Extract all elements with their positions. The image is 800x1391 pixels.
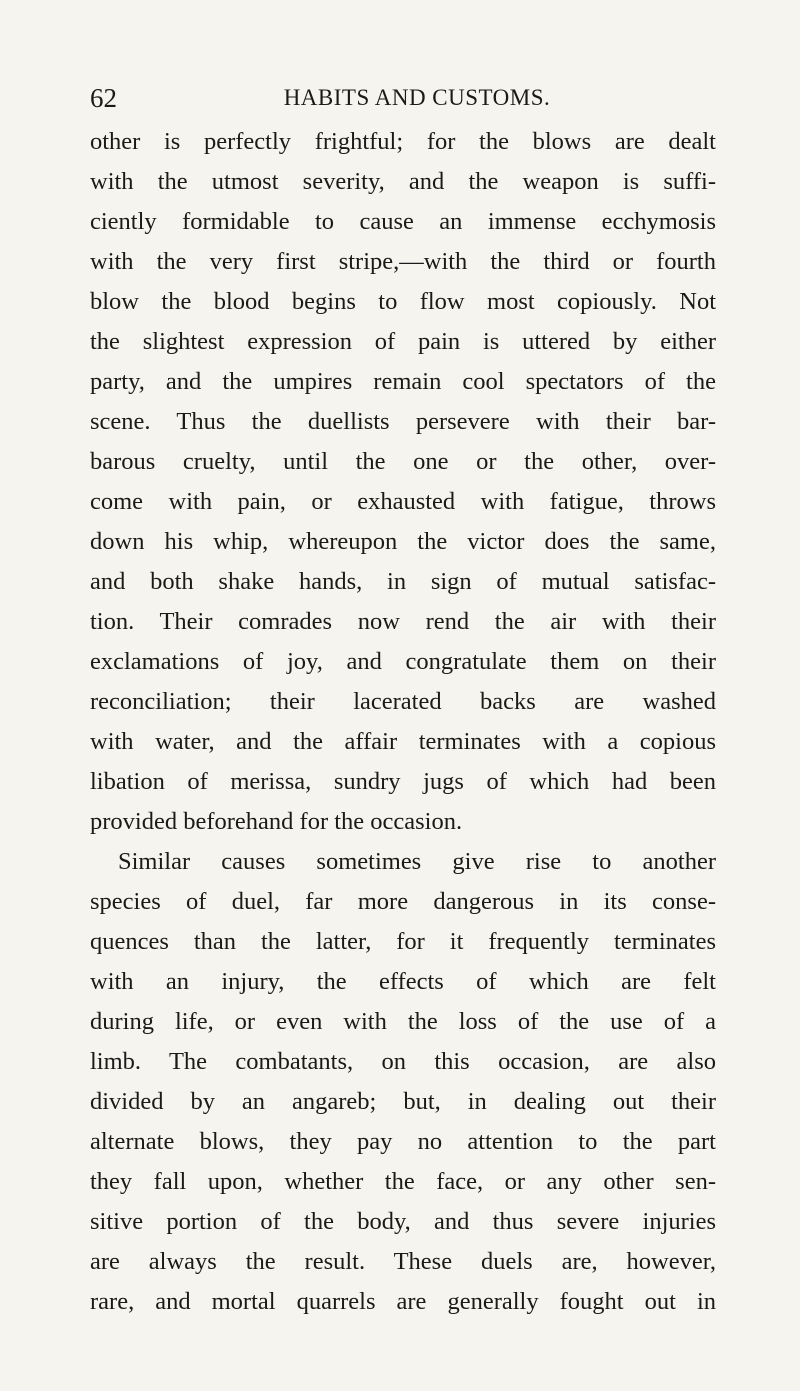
- paragraph-first-line: Similar causes sometimes give rise to another: [118, 848, 716, 875]
- text-line: ciently formidable to cause an immense ecchymosis: [90, 208, 716, 235]
- text-line: exclamations of joy, and congratulate them on their: [90, 648, 716, 675]
- text-line: during life, or even with the loss of the use of a: [90, 1008, 716, 1035]
- text-line: are always the result. These duels are, however,: [90, 1248, 716, 1275]
- text-line: libation of merissa, sundry jugs of which had been: [90, 768, 716, 795]
- text-line: divided by an angareb; but, in dealing out their: [90, 1088, 716, 1115]
- text-line: limb. The combatants, on this occasion, are also: [90, 1048, 716, 1075]
- text-line: rare, and mortal quarrels are generally fought out in: [90, 1288, 716, 1315]
- text-line: quences than the latter, for it frequently terminates: [90, 928, 716, 955]
- text-line: scene. Thus the duellists persevere with their bar-: [90, 408, 716, 435]
- text-line: species of duel, far more dangerous in its conse-: [90, 888, 716, 915]
- body-text: [90, 122, 716, 1322]
- text-line: come with pain, or exhausted with fatigue, throws: [90, 488, 716, 515]
- paragraph-end-line: provided beforehand for the occasion.: [90, 808, 463, 835]
- text-line: reconciliation; their lacerated backs are washed: [90, 688, 716, 715]
- running-head: [90, 78, 716, 118]
- text-line: and both shake hands, in sign of mutual satisfac-: [90, 568, 716, 595]
- text-line: party, and the umpires remain cool spectators of the: [90, 368, 716, 395]
- page-number: 62: [90, 83, 117, 113]
- text-line: with an injury, the effects of which are felt: [90, 968, 716, 995]
- text-line: alternate blows, they pay no attention to the part: [90, 1128, 716, 1155]
- text-line: other is perfectly frightful; for the blows are dealt: [90, 128, 716, 155]
- text-line: they fall upon, whether the face, or any other sen-: [90, 1168, 716, 1195]
- text-line: the slightest expression of pain is uttered by either: [90, 328, 716, 355]
- text-line: tion. Their comrades now rend the air with their: [90, 608, 716, 635]
- text-line: with the utmost severity, and the weapon is suffi-: [90, 168, 716, 195]
- text-line: with water, and the affair terminates with a copious: [90, 728, 716, 755]
- text-line: down his whip, whereupon the victor does the same,: [90, 528, 716, 555]
- text-line: blow the blood begins to flow most copiously. Not: [90, 288, 716, 315]
- text-line: sitive portion of the body, and thus severe injuries: [90, 1208, 716, 1235]
- running-title: HABITS AND CUSTOMS.: [283, 85, 551, 110]
- text-line: barous cruelty, until the one or the other, over-: [90, 448, 716, 475]
- text-line: with the very first stripe,—with the third or fourth: [90, 248, 716, 275]
